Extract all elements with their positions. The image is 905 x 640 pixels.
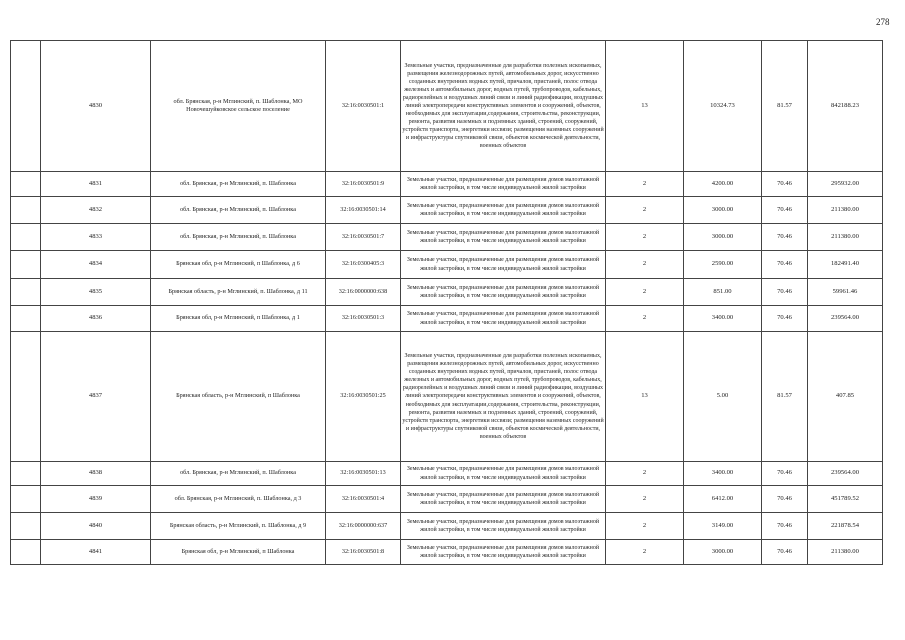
row-number-cell: 4837 <box>41 332 151 462</box>
cadastral-value-cell: 211380.00 <box>808 540 883 565</box>
land-use-cell: Земельные участки, предназначенные для разработки полезных ископаемых, размещения железнодорожных путей, автомобильных дорог, искусственно созданных внутренних водных путей, причалов, пристаней, полос отвода железных и автомобильных дорог, водных путей, трубопроводов, кабельных, радиорелейных и воздушных линий связи и линий радиофикации, воздушных линий электропередачи конструктивных элементов и сооружений, объектов, необходимых для эксплуатации,содержания, строительства, реконструкции, ремонта, развития наземных и подземных зданий, строений, сооружений, устройств транспорта, энергетики иссвязи; размещения наземных сооружений и инфраструктуры спутниковой связи, объектов космической деятельности, военных объектов <box>401 332 606 462</box>
address-cell: Брянская обл, р-н Мглинский, п Шаблонка, д 1 <box>151 306 326 332</box>
rate-cell: 70.46 <box>762 306 808 332</box>
group-cell: 2 <box>606 540 684 565</box>
rate-cell: 81.57 <box>762 41 808 172</box>
row-number-cell: 4833 <box>41 224 151 251</box>
address-cell: обл. Брянская, р-н Мглинский, п. Шаблонка, МО Новочешуйковское сельское поселение <box>151 41 326 172</box>
area-cell: 10324.73 <box>684 41 762 172</box>
blank-cell <box>11 513 41 540</box>
land-use-cell: Земельные участки, предназначенные для размещения домов малоэтажной жилой застройки, в том числе индивидуальной жилой застройки <box>401 224 606 251</box>
cadastral-number-cell: 32:16:0030501:13 <box>326 462 401 486</box>
rate-cell: 70.46 <box>762 279 808 306</box>
land-use-cell: Земельные участки, предназначенные для размещения домов малоэтажной жилой застройки, в том числе индивидуальной жилой застройки <box>401 251 606 279</box>
rate-cell: 70.46 <box>762 513 808 540</box>
land-use-cell: Земельные участки, предназначенные для размещения домов малоэтажной жилой застройки, в том числе индивидуальной жилой застройки <box>401 172 606 197</box>
cadastral-number-cell: 32:16:0030501:25 <box>326 332 401 462</box>
rate-cell: 70.46 <box>762 172 808 197</box>
cadastral-value-cell: 211380.00 <box>808 197 883 224</box>
area-cell: 3000.00 <box>684 197 762 224</box>
blank-cell <box>11 332 41 462</box>
rate-cell: 70.46 <box>762 540 808 565</box>
rate-cell: 70.46 <box>762 224 808 251</box>
row-number-cell: 4839 <box>41 486 151 513</box>
blank-cell <box>11 197 41 224</box>
cadastral-number-cell: 32:16:0030501:3 <box>326 306 401 332</box>
land-use-cell: Земельные участки, предназначенные для размещения домов малоэтажной жилой застройки, в том числе индивидуальной жилой застройки <box>401 462 606 486</box>
group-cell: 2 <box>606 251 684 279</box>
row-number-cell: 4838 <box>41 462 151 486</box>
cadastral-value-cell: 295932.00 <box>808 172 883 197</box>
cadastral-value-cell: 211380.00 <box>808 224 883 251</box>
area-cell: 3000.00 <box>684 224 762 251</box>
area-cell: 851.00 <box>684 279 762 306</box>
group-cell: 2 <box>606 172 684 197</box>
land-use-cell: Земельные участки, предназначенные для размещения домов малоэтажной жилой застройки, в том числе индивидуальной жилой застройки <box>401 306 606 332</box>
table-row <box>11 513 883 540</box>
cadastral-number-cell: 32:16:0300405:3 <box>326 251 401 279</box>
group-cell: 2 <box>606 486 684 513</box>
row-number-cell: 4835 <box>41 279 151 306</box>
land-use-cell: Земельные участки, предназначенные для размещения домов малоэтажной жилой застройки, в том числе индивидуальной жилой застройки <box>401 197 606 224</box>
cadastral-number-cell: 32:16:0030501:7 <box>326 224 401 251</box>
blank-cell <box>11 41 41 172</box>
table-row <box>11 540 883 565</box>
group-cell: 2 <box>606 224 684 251</box>
area-cell: 5.00 <box>684 332 762 462</box>
row-number-cell: 4831 <box>41 172 151 197</box>
rate-cell: 70.46 <box>762 486 808 513</box>
group-cell: 2 <box>606 197 684 224</box>
cadastral-value-cell: 182491.40 <box>808 251 883 279</box>
group-cell: 2 <box>606 306 684 332</box>
group-cell: 13 <box>606 41 684 172</box>
blank-cell <box>11 306 41 332</box>
rate-cell: 70.46 <box>762 197 808 224</box>
cadastral-value-cell: 451789.52 <box>808 486 883 513</box>
rate-cell: 70.46 <box>762 251 808 279</box>
address-cell: Брянская область, р-н Мглинский, п. Шаблонка, д 9 <box>151 513 326 540</box>
cadastral-number-cell: 32:16:0000000:637 <box>326 513 401 540</box>
table-row <box>11 197 883 224</box>
blank-cell <box>11 172 41 197</box>
address-cell: обл. Брянская, р-н Мглинский, п. Шаблонка <box>151 462 326 486</box>
area-cell: 2590.00 <box>684 251 762 279</box>
cadastral-number-cell: 32:16:0030501:8 <box>326 540 401 565</box>
table-row <box>11 332 883 462</box>
cadastral-number-cell: 32:16:0030501:1 <box>326 41 401 172</box>
group-cell: 2 <box>606 462 684 486</box>
land-use-cell: Земельные участки, предназначенные для размещения домов малоэтажной жилой застройки, в том числе индивидуальной жилой застройки <box>401 486 606 513</box>
blank-cell <box>11 540 41 565</box>
cadastral-number-cell: 32:16:0030501:4 <box>326 486 401 513</box>
blank-cell <box>11 486 41 513</box>
land-use-cell: Земельные участки, предназначенные для размещения домов малоэтажной жилой застройки, в том числе индивидуальной жилой застройки <box>401 279 606 306</box>
blank-cell <box>11 224 41 251</box>
group-cell: 2 <box>606 279 684 306</box>
blank-cell <box>11 462 41 486</box>
table-row <box>11 306 883 332</box>
cadastral-value-table <box>10 40 883 565</box>
address-cell: Брянская обл, р-н Мглинский, п Шаблонка <box>151 540 326 565</box>
area-cell: 3400.00 <box>684 306 762 332</box>
row-number-cell: 4830 <box>41 41 151 172</box>
area-cell: 3000.00 <box>684 540 762 565</box>
area-cell: 6412.00 <box>684 486 762 513</box>
area-cell: 4200.00 <box>684 172 762 197</box>
cadastral-value-cell: 59961.46 <box>808 279 883 306</box>
group-cell: 13 <box>606 332 684 462</box>
table-row <box>11 41 883 172</box>
address-cell: обл. Брянская, р-н Мглинский, п. Шаблонка <box>151 172 326 197</box>
row-number-cell: 4840 <box>41 513 151 540</box>
cadastral-value-cell: 239564.00 <box>808 462 883 486</box>
row-number-cell: 4841 <box>41 540 151 565</box>
address-cell: обл. Брянская, р-н Мглинский, п. Шаблонка, д 3 <box>151 486 326 513</box>
blank-cell <box>11 279 41 306</box>
address-cell: обл. Брянская, р-н Мглинский, п. Шаблонка <box>151 224 326 251</box>
row-number-cell: 4834 <box>41 251 151 279</box>
address-cell: Брянская обл, р-н Мглинский, п Шаблонка, д 6 <box>151 251 326 279</box>
rate-cell: 70.46 <box>762 462 808 486</box>
table-row <box>11 279 883 306</box>
table-row <box>11 172 883 197</box>
table-row <box>11 251 883 279</box>
cadastral-number-cell: 32:16:0000000:638 <box>326 279 401 306</box>
page-number: 278 <box>876 17 890 27</box>
address-cell: обл. Брянская, р-н Мглинский, п. Шаблонка <box>151 197 326 224</box>
area-cell: 3149.00 <box>684 513 762 540</box>
rate-cell: 81.57 <box>762 332 808 462</box>
land-use-cell: Земельные участки, предназначенные для размещения домов малоэтажной жилой застройки, в том числе индивидуальной жилой застройки <box>401 540 606 565</box>
land-use-cell: Земельные участки, предназначенные для разработки полезных ископаемых, размещения железнодорожных путей, автомобильных дорог, искусственно созданных внутренних водных путей, причалов, пристаней, полос отвода железных и автомобильных дорог, водных путей, трубопроводов, кабельных, радиорелейных и воздушных линий связи и линий радиофикации, воздушных линий электропередачи конструктивных элементов и сооружений, объектов, необходимых для эксплуатации,содержания, строительства, реконструкции, ремонта, развития наземных и подземных зданий, строений, сооружений, устройств транспорта, энергетики иссвязи; размещения наземных сооружений и инфраструктуры спутниковой связи, объектов космической деятельности, военных объектов <box>401 41 606 172</box>
address-cell: Брянская область, р-н Мглинский, п. Шаблонка, д 11 <box>151 279 326 306</box>
address-cell: Брянская область, р-н Мглинский, п Шаблонка <box>151 332 326 462</box>
cadastral-value-cell: 221878.54 <box>808 513 883 540</box>
cadastral-number-cell: 32:16:0030501:9 <box>326 172 401 197</box>
cadastral-value-cell: 407.85 <box>808 332 883 462</box>
cadastral-number-cell: 32:16:0030501:14 <box>326 197 401 224</box>
group-cell: 2 <box>606 513 684 540</box>
cadastral-value-cell: 239564.00 <box>808 306 883 332</box>
table-row <box>11 486 883 513</box>
land-use-cell: Земельные участки, предназначенные для размещения домов малоэтажной жилой застройки, в том числе индивидуальной жилой застройки <box>401 513 606 540</box>
row-number-cell: 4832 <box>41 197 151 224</box>
area-cell: 3400.00 <box>684 462 762 486</box>
blank-cell <box>11 251 41 279</box>
cadastral-value-cell: 842188.23 <box>808 41 883 172</box>
row-number-cell: 4836 <box>41 306 151 332</box>
table-row <box>11 224 883 251</box>
table-row <box>11 462 883 486</box>
